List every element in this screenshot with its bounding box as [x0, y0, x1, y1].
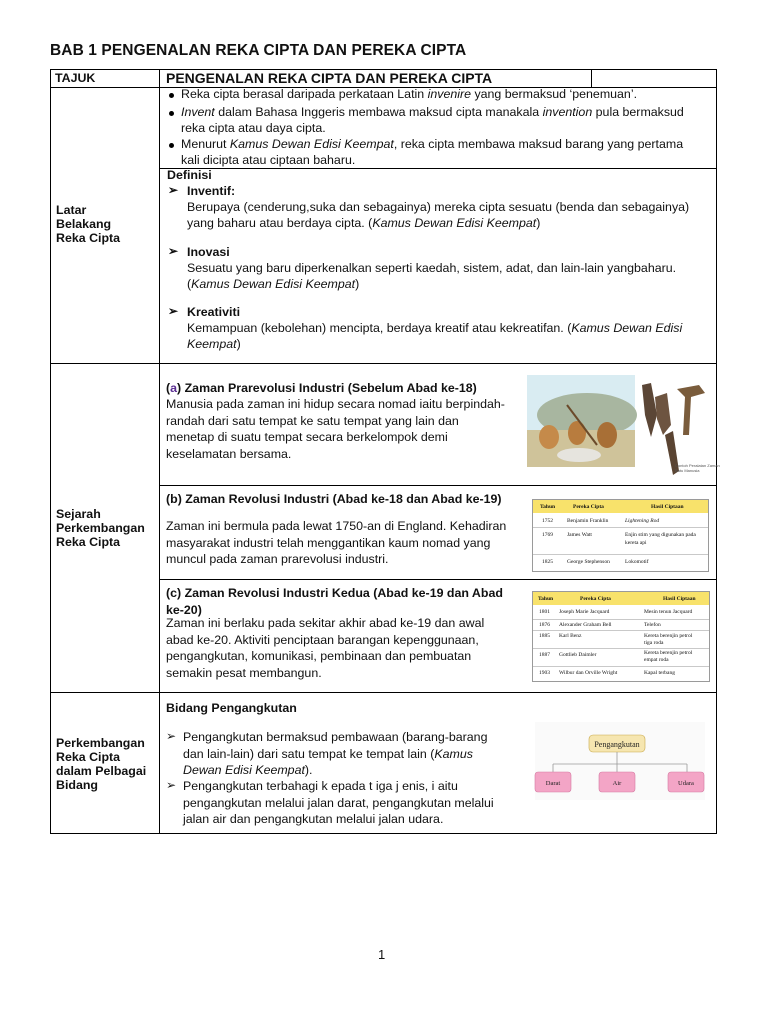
section-c-title: (c) Zaman Revolusi Industri Kedua (Abad ke-19 dan Abad ke-20) — [166, 586, 503, 617]
def-text: yang baharu atau berdaya cipta. (Kamus Dewan Edisi Keempat) — [187, 216, 541, 230]
row-label-latar: Latar Belakang Reka Cipta — [56, 203, 121, 245]
section-a-title: (a) Zaman Prarevolusi Industri (Sebelum Abad ke-18) — [166, 381, 477, 395]
diagram-child: Darat — [545, 780, 561, 787]
bullet-3-cont: kali dicipta atau ciptaan baharu. — [181, 153, 356, 167]
definisi-title: Definisi — [167, 168, 212, 182]
bullet-1: Reka cipta berasal daripada perkataan Latin invenire yang bermaksud ‘penemuan’. — [181, 87, 638, 101]
page-heading: BAB 1 PENGENALAN REKA CIPTA DAN PEREKA CIPTA — [50, 42, 467, 59]
illustration-caption: Batu Manusia — [675, 468, 700, 473]
section-c-body: Zaman ini berlaku pada sekitar akhir abad ke-19 dan awal abad ke-20. Aktiviti penciptaan barangan kepenggunaan, pengangkutan, komunikasi, pembinaan dan pembuatan semakin pesat membangun. — [166, 616, 485, 680]
table-revolusi-2: Tahun Pereka Cipta Hasil Ciptaan 1801 Joseph Marie Jacquard Mesin tenun Jacquard 1876 Alexander Graham Bell Telefon 1885 Karl Benz Kereta berenjin petrol tiga roda 1887 Gottlieb Daimler Kereta berenjin petrol empat roda 1903 Wilbur dan Orville Wright Kapal terbang — [532, 591, 710, 682]
section-a-body: Manusia pada zaman ini hidup secara nomad iaitu berpindah- randah dari satu tempat ke satu tempat yang lain dan menetap di suatu tempat secara berkelompok demi keselamatan bersama. — [166, 397, 505, 461]
page-number: 1 — [378, 947, 386, 962]
bullet-3: Menurut Kamus Dewan Edisi Keempat, reka cipta membawa maksud barang yang pertama — [181, 137, 684, 151]
table-revolusi-1: Tahun Pereka Cipta Hasil Ciptaan 1752 Benjamin Franklin Lightening Rod 1769 James Watt Enjin stim yang digunakan pada kereta api 1825 George Stephenson Lokomotif — [532, 499, 709, 572]
def-text: (Kamus Dewan Edisi Keempat) — [187, 277, 360, 291]
bidang-title: Bidang Pengangkutan — [166, 701, 297, 715]
diagram-child: Air — [612, 780, 622, 787]
header-title: PENGENALAN REKA CIPTA DAN PEREKA CIPTA — [166, 70, 493, 86]
section-b-title: (b) Zaman Revolusi Industri (Abad ke-18 dan Abad ke-19) — [166, 492, 502, 506]
diagram-child: Udara — [678, 780, 694, 787]
def-text: Kemampuan (kebolehan) mencipta, berdaya kreatif atau kekreatifan. (Kamus Dewan Edisi — [187, 321, 683, 335]
def-term: Kreativiti — [187, 305, 241, 319]
illustration-caption: Contoh Peralatan Zaman — [675, 463, 720, 468]
def-text: Keempat) — [187, 337, 241, 351]
pengangkutan-diagram — [535, 722, 705, 800]
def-term: Inovasi — [187, 245, 230, 259]
bullet-2-cont: reka cipta atau daya cipta. — [181, 121, 326, 135]
def-text: Sesuatu yang baru diperkenalkan seperti kaedah, sistem, adat, dan lain-lain yangbaharu. — [187, 261, 677, 275]
header-tajuk: TAJUK — [55, 71, 96, 85]
diagram-root: Pengangkutan — [594, 740, 640, 749]
row-label-perkembangan: Perkembangan Reka Cipta dalam Pelbagai Bidang — [56, 736, 147, 792]
bullet-2: Invent dalam Bahasa Inggeris membawa maksud cipta manakala invention pula bermaksud — [181, 105, 684, 119]
def-term: Inventif: — [187, 184, 236, 198]
def-text: Berupaya (cenderung,suka dan sebagainya) mereka cipta sesuatu (benda dan sebagainya) — [187, 200, 690, 214]
section-b-body: Zaman ini bermula pada lewat 1750-an di England. Kehadiran masyarakat industri telah menggantikan kaum nomad yang muncul pada zaman prarevolusi industri. — [166, 519, 507, 566]
stone-age-illustration — [527, 375, 720, 481]
row-label-sejarah: Sejarah Perkembangan Reka Cipta — [56, 507, 145, 549]
